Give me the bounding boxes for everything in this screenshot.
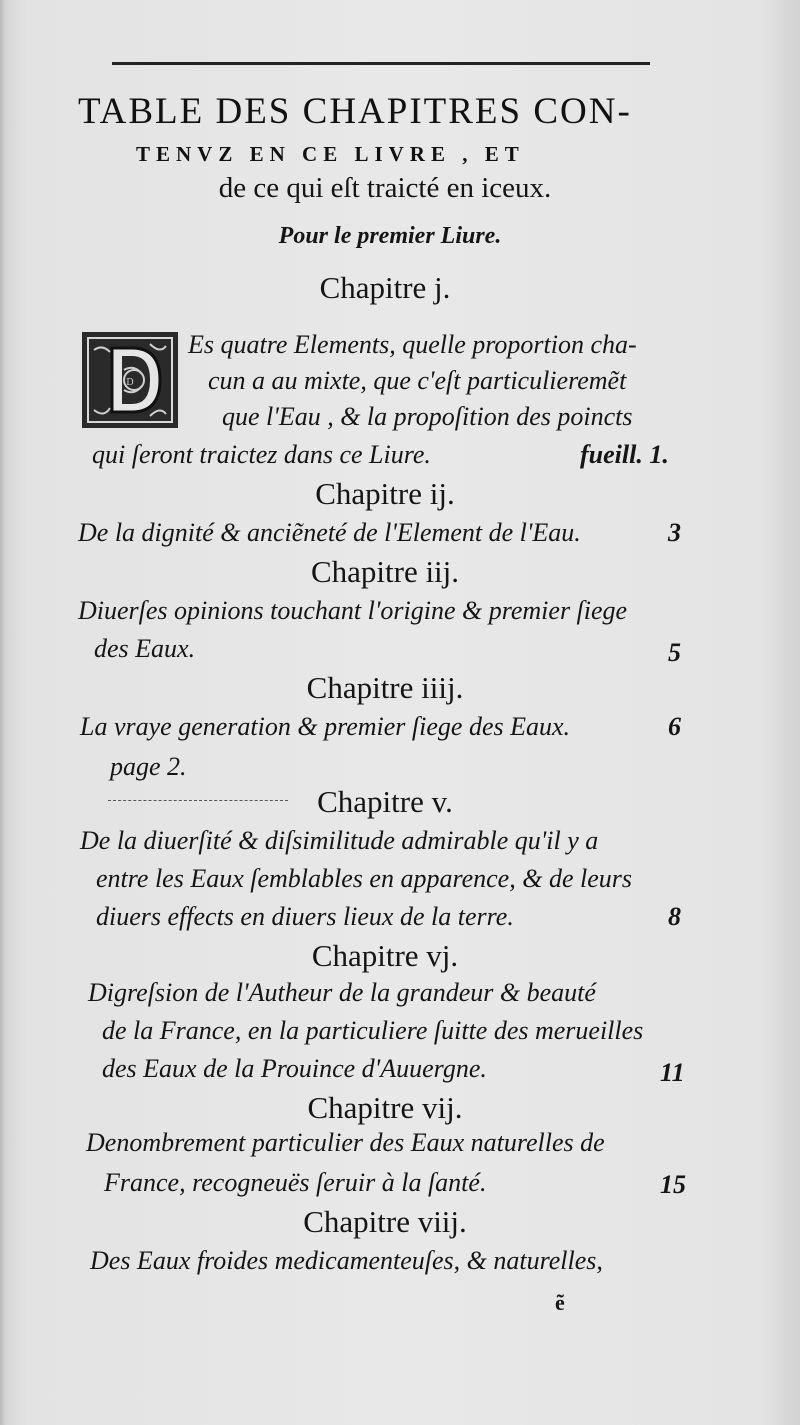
chapter-3-line-2: des Eaux. [94,634,196,663]
chapter-2-page: 3 [668,518,681,547]
chapter-8-heading: Chapitre viij. [303,1204,467,1239]
subtitle: Pour le premier Liure. [278,223,502,249]
chapter-7-heading: Chapitre vij. [307,1090,463,1125]
chapter-4-line-2: page 2. [110,752,187,781]
chapter-5-line-3: diuers effects en diuers lieux de la terre. [96,902,514,931]
chapter-2-line-1: De la dignité & anciẽneté de l'Element de l'Eau. [78,518,581,547]
chapter-5-heading: Chapitre v. [317,784,453,819]
chapter-1-line-4: qui ſeront traictez dans ce Liure. [92,440,431,469]
chapter-4-heading: Chapitre iiij. [306,670,464,705]
chapter-6-line-2: de la France, en la particuliere ſuitte des merueilles [102,1016,644,1045]
chapter-6-line-1: Digreſsion de l'Autheur de la grandeur & beauté [88,978,596,1007]
chapter-1-line-2: cun a au mixte, que c'eſt particulieremẽt [208,366,627,395]
title-line-1: TABLE DES CHAPITRES CON- [78,91,632,132]
chapter-1-line-1: Es quatre Elements, quelle proportion cha- [188,330,637,359]
chapter-4-page: 6 [668,712,681,741]
chapter-5-line-1: De la diuerſité & diſsimilitude admirable qu'il y a [80,826,599,855]
dropcap-letter: D [126,377,134,388]
chapter-6-page: 11 [660,1058,685,1087]
chapter-7-line-2: France, recogneuës ſeruir à la ſanté. [104,1168,487,1197]
chapter-6-line-3: des Eaux de la Prouince d'Auuergne. [102,1054,487,1083]
chapter-6-heading: Chapitre vj. [311,938,459,973]
chapter-2-heading: Chapitre ij. [315,476,455,511]
chapter-4-line-1: La vraye generation & premier ſiege des Eaux. [80,712,571,741]
chapter-1-heading: Chapitre j. [319,270,451,305]
chapter-3-page: 5 [668,638,681,667]
chapter-5-page: 8 [668,902,681,931]
title-line-3: de ce qui eſt traicté en iceux. [218,172,552,204]
catchword: ẽ [555,1290,565,1315]
chapter-8-line-1: Des Eaux froides medicamenteuſes, & naturelles, [90,1246,603,1275]
chapter-3-heading: Chapitre iij. [310,554,460,589]
chapter-7-line-1: Denombrement particulier des Eaux naturelles de [86,1128,605,1157]
chapter-1-line-3: que l'Eau , & la propoſition des poincts [222,402,633,431]
top-rule [112,62,650,65]
decorated-initial-d-icon [80,330,180,430]
chapter-5-line-2: entre les Eaux ſemblables en apparence, & de leurs [96,864,632,893]
chapter-3-line-1: Diuerſes opinions touchant l'origine & premier ſiege [78,596,628,625]
chapter-7-page: 15 [660,1170,686,1199]
chapter-1-page: fueill. 1. [580,440,669,469]
title-line-2: TENVZ EN CE LIVRE , ET [136,142,525,166]
